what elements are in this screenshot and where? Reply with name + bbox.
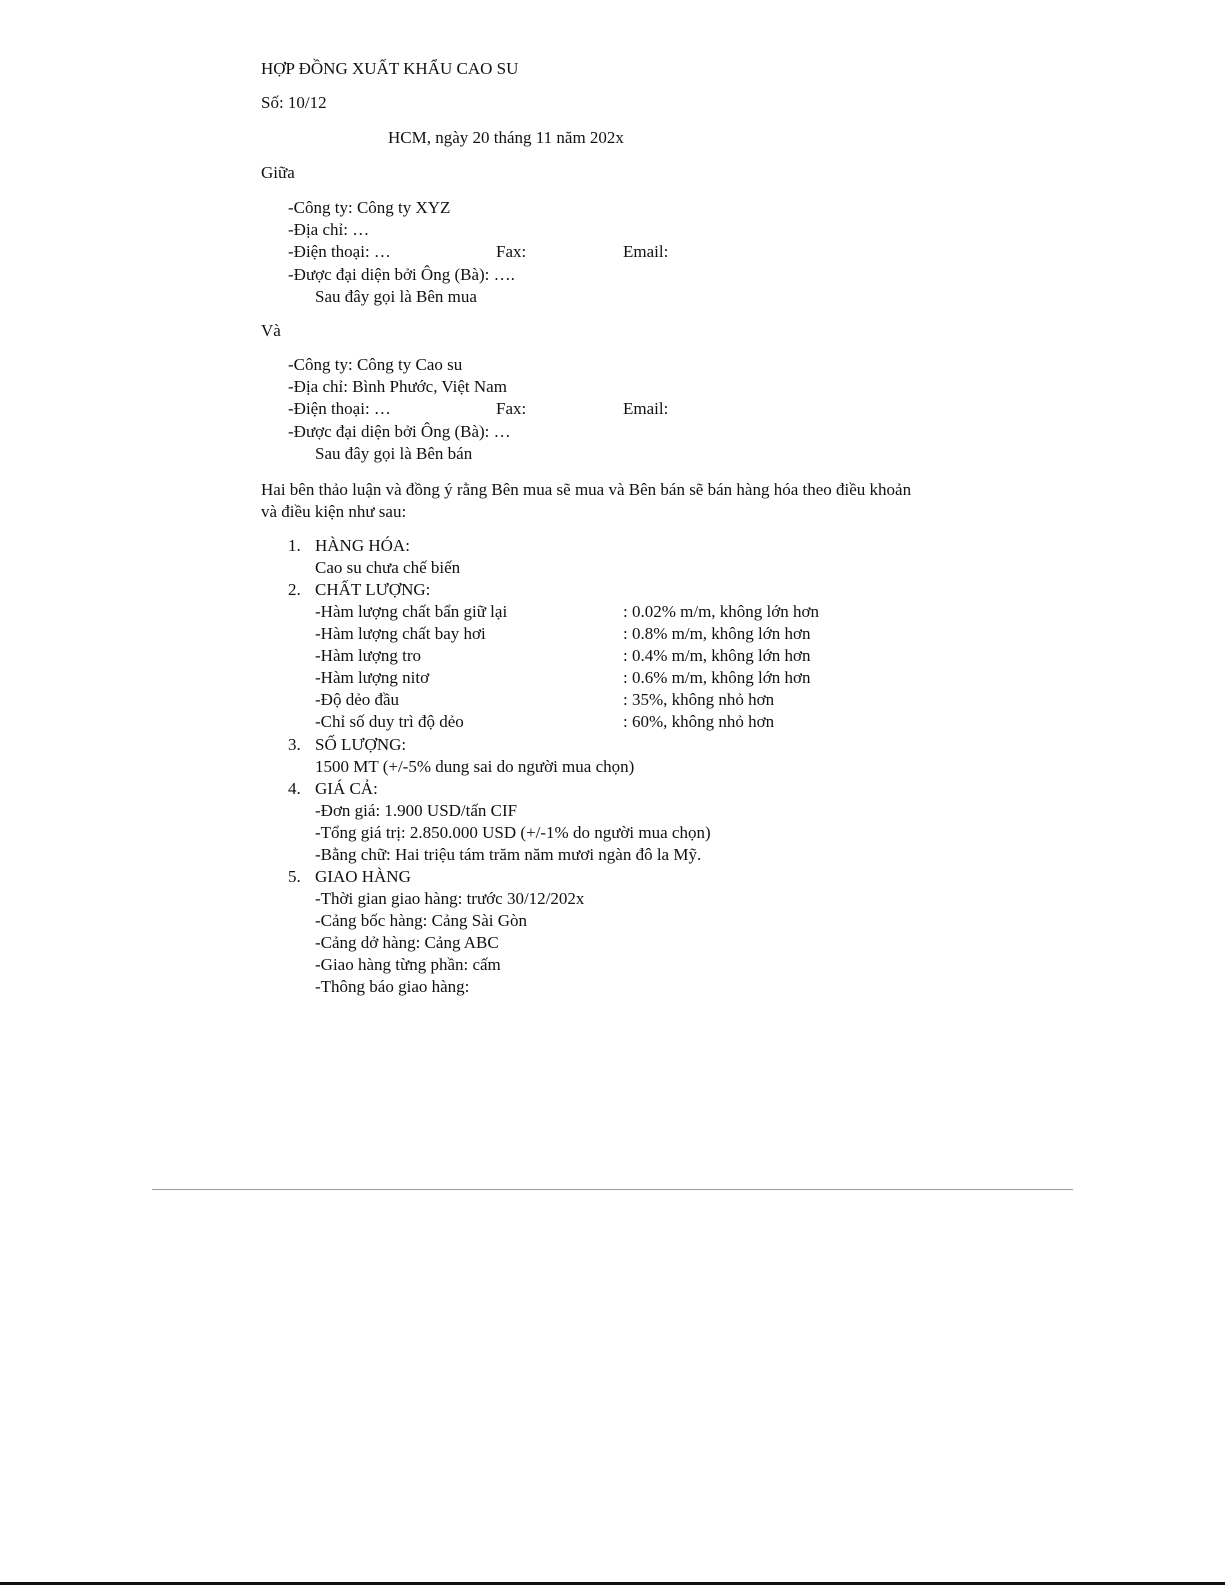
section-line: -Thông báo giao hàng: — [315, 977, 470, 996]
seller-phone: -Điện thoại: … — [288, 399, 391, 418]
section-heading-quality: CHẤT LƯỢNG: — [315, 580, 431, 599]
section-line: Cao su chưa chế biến — [315, 558, 461, 577]
spec-label: -Độ dẻo đầu — [315, 690, 400, 709]
spec-value: : 60%, không nhỏ hơn — [623, 712, 775, 731]
spec-value: : 0.02% m/m, không lớn hơn — [623, 602, 820, 621]
spec-label: -Chỉ số duy trì độ dẻo — [315, 712, 464, 731]
seller-email: Email: — [623, 399, 669, 418]
section-number: 1. — [288, 536, 301, 555]
agreement-text-line1: Hai bên thảo luận và đồng ý rằng Bên mua sẽ mua và Bên bán sẽ bán hàng hóa theo điều khoản — [261, 480, 912, 499]
spec-value: : 0.6% m/m, không lớn hơn — [623, 668, 811, 687]
section-number: 2. — [288, 580, 301, 599]
page-separator-line — [152, 1189, 1073, 1190]
spec-value: : 35%, không nhỏ hơn — [623, 690, 775, 709]
spec-value: : 0.8% m/m, không lớn hơn — [623, 624, 811, 643]
section-heading-delivery: GIAO HÀNG — [315, 867, 411, 886]
section-line: -Giao hàng từng phần: cấm — [315, 955, 501, 974]
section-heading-price: GIÁ CẢ: — [315, 779, 378, 798]
spec-label: -Hàm lượng nitơ — [315, 668, 430, 687]
and-label: Và — [261, 321, 281, 340]
buyer-fax: Fax: — [496, 242, 527, 261]
seller-address: -Địa chỉ: Bình Phước, Việt Nam — [288, 377, 507, 396]
section-line: -Cảng bốc hàng: Cảng Sài Gòn — [315, 911, 527, 930]
spec-label: -Hàm lượng tro — [315, 646, 422, 665]
section-line: -Cảng dở hàng: Cảng ABC — [315, 933, 499, 952]
document-title: HỢP ĐỒNG XUẤT KHẨU CAO SU — [261, 59, 519, 78]
section-line: 1500 MT (+/-5% dung sai do người mua chọn) — [315, 757, 635, 776]
buyer-email: Email: — [623, 242, 669, 261]
buyer-phone: -Điện thoại: … — [288, 242, 391, 261]
contract-number: Số: 10/12 — [261, 93, 327, 112]
between-label: Giữa — [261, 163, 295, 182]
section-number: 3. — [288, 735, 301, 754]
spec-label: -Hàm lượng chất bay hơi — [315, 624, 486, 643]
section-heading-quantity: SỐ LƯỢNG: — [315, 735, 407, 754]
spec-label: -Hàm lượng chất bẩn giữ lại — [315, 602, 508, 621]
section-number: 4. — [288, 779, 301, 798]
buyer-representative: -Được đại diện bởi Ông (Bà): …. — [288, 265, 515, 284]
section-number: 5. — [288, 867, 301, 886]
seller-fax: Fax: — [496, 399, 527, 418]
seller-company: -Công ty: Công ty Cao su — [288, 355, 463, 374]
agreement-text-line2: và điều kiện như sau: — [261, 502, 407, 521]
spec-value: : 0.4% m/m, không lớn hơn — [623, 646, 811, 665]
section-line: -Thời gian giao hàng: trước 30/12/202x — [315, 889, 585, 908]
section-line: -Đơn giá: 1.900 USD/tấn CIF — [315, 801, 518, 820]
section-line: -Bằng chữ: Hai triệu tám trăm năm mươi ngàn đô la Mỹ. — [315, 845, 702, 864]
section-line: -Tổng giá trị: 2.850.000 USD (+/-1% do người mua chọn) — [315, 823, 711, 842]
seller-role: Sau đây gọi là Bên bán — [315, 444, 473, 463]
buyer-address: -Địa chỉ: … — [288, 220, 370, 239]
buyer-role: Sau đây gọi là Bên mua — [315, 287, 477, 306]
seller-representative: -Được đại diện bởi Ông (Bà): … — [288, 422, 511, 441]
buyer-company: -Công ty: Công ty XYZ — [288, 198, 451, 217]
date-line: HCM, ngày 20 tháng 11 năm 202x — [388, 128, 624, 147]
section-heading-goods: HÀNG HÓA: — [315, 536, 410, 555]
